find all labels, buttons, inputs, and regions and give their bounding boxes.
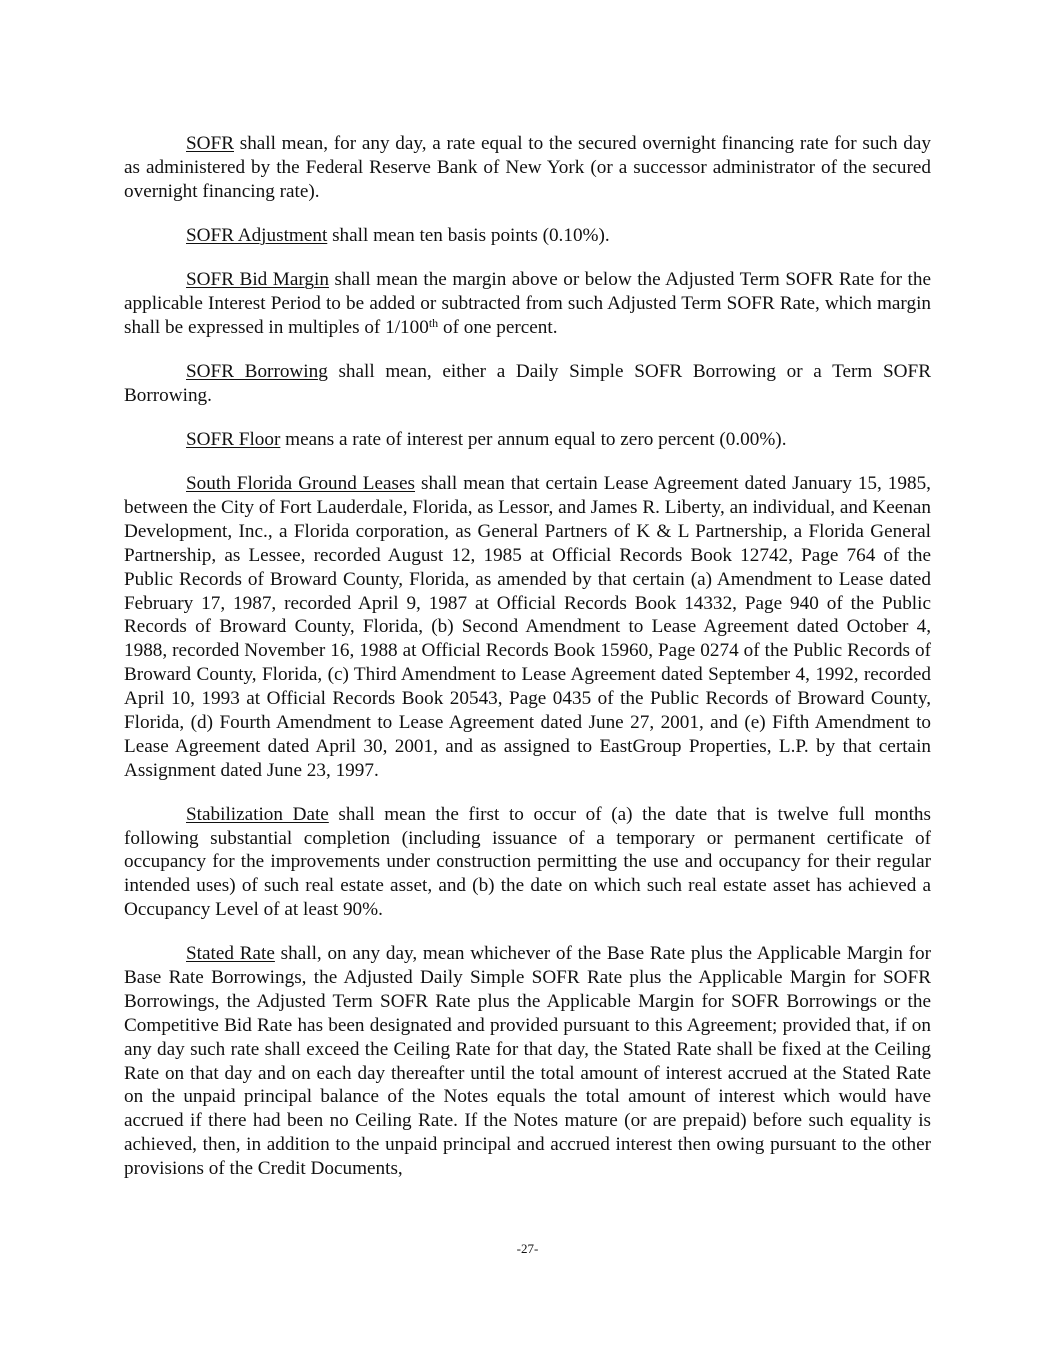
defined-term: SOFR Borrowing xyxy=(186,361,328,383)
page-number: -27- xyxy=(516,1241,539,1256)
defined-term: SOFR Floor xyxy=(186,429,281,451)
definition-south-florida-ground-leases xyxy=(124,472,931,782)
definition-sofr xyxy=(124,132,931,204)
defined-term: SOFR Bid Margin xyxy=(186,269,329,291)
definition-text: shall mean that certain Lease Agreement dated January 15, 1985, between the City of Fort Lauderdale, Florida, as Lessor, and James R. Liberty, an individual, and Keenan Development, Inc., a Florida corporation, as General Partners of K & L Partnership, a Florida General Partnership, as Lessee, recorded August 12, 1985 at Official Records Book 12742, Page 764 of the Public Records of Broward County, Florida, as amended by that certain (a) Amendment to Lease dated February 17, 1987, recorded April 9, 1987 at Official Records Book 14332, Page 940 of the Public Records of Broward County, Florida, (b) Second Amendment to Lease Agreement dated October 4, 1988, recorded November 16, 1988 at Official Records Book 15960, Page 0274 of the Public Records of Broward County, Florida, (c) Third Amendment to Lease Agreement dated September 4, 1992, recorded April 10, 1993 at Official Records Book 20543, Page 0435 of the Public Records of Broward County, Florida, (d) Fourth Amendment to Lease Agreement dated June 27, 2001, and (e) Fifth Amendment to Lease Agreement dated April 30, 2001, and as assigned to EastGroup Properties, L.P. by that certain Assignment dated June 23, 1997. xyxy=(124,473,931,781)
defined-term: SOFR Adjustment xyxy=(186,224,328,246)
document-body xyxy=(124,132,931,1201)
defined-term: Stated Rate xyxy=(186,943,275,965)
definition-text: shall mean the margin above or below the Adjusted Term SOFR Rate for the applicable Interest Period to be added or subtracted from such Adjusted Term SOFR Rate, which margin shall be expressed in multiples of 1/100 xyxy=(124,269,931,338)
defined-term: South Florida Ground Leases xyxy=(186,473,416,495)
definition-stated-rate xyxy=(124,942,931,1180)
definition-text-continued: of one percent. xyxy=(438,316,558,338)
definition-sofr-adjustment xyxy=(124,224,931,248)
defined-term: Stabilization Date xyxy=(186,803,329,825)
ordinal-superscript: th xyxy=(428,315,439,330)
defined-term: SOFR xyxy=(186,133,234,154)
definition-sofr-borrowing xyxy=(124,360,931,408)
definition-stabilization-date xyxy=(124,803,931,922)
definition-text: means a rate of interest per annum equal to zero percent (0.00%). xyxy=(280,429,787,451)
definition-text: shall mean, for any day, a rate equal to the secured overnight financing rate for such day as administered by the Federal Reserve Bank of New York (or a successor administrator of the secured overnight financing rate). xyxy=(124,133,931,202)
definition-sofr-bid-margin xyxy=(124,268,931,340)
definition-text: shall mean, either a Daily Simple SOFR Borrowing or a Term SOFR Borrowing. xyxy=(124,361,931,406)
definition-text: shall mean the first to occur of (a) the date that is twelve full months following substantial completion (including issuance of a temporary or permanent certificate of occupancy for the improvements under construction permitting the use and occupancy for their regular intended uses) of such real estate asset, and (b) the date on which such real estate asset has achieved a Occupancy Level of at least 90%. xyxy=(124,803,931,921)
definition-text: shall mean ten basis points (0.10%). xyxy=(327,224,610,246)
definition-text: shall, on any day, mean whichever of the Base Rate plus the Applicable Margin for Base Rate Borrowings, the Adjusted Daily Simple SOFR Rate plus the Applicable Margin for SOFR Borrowings, the Adjusted Term SOFR Rate plus the Applicable Margin for SOFR Borrowings or the Competitive Bid Rate has been designated and provided pursuant to this Agreement; provided that, if on any day such rate shall exceed the Ceiling Rate for that day, the Stated Rate shall be fixed at the Ceiling Rate on that day and on each day thereafter until the total amount of interest accrued at the Stated Rate on the unpaid principal balance of the Notes equals the total amount of interest which would have accrued if there had been no Ceiling Rate. If the Notes mature (or are prepaid) before such equality is achieved, then, in addition to the unpaid principal and accrued interest then owing pursuant to the other provisions of the Credit Documents, xyxy=(124,943,931,1179)
definition-sofr-floor xyxy=(124,428,931,452)
